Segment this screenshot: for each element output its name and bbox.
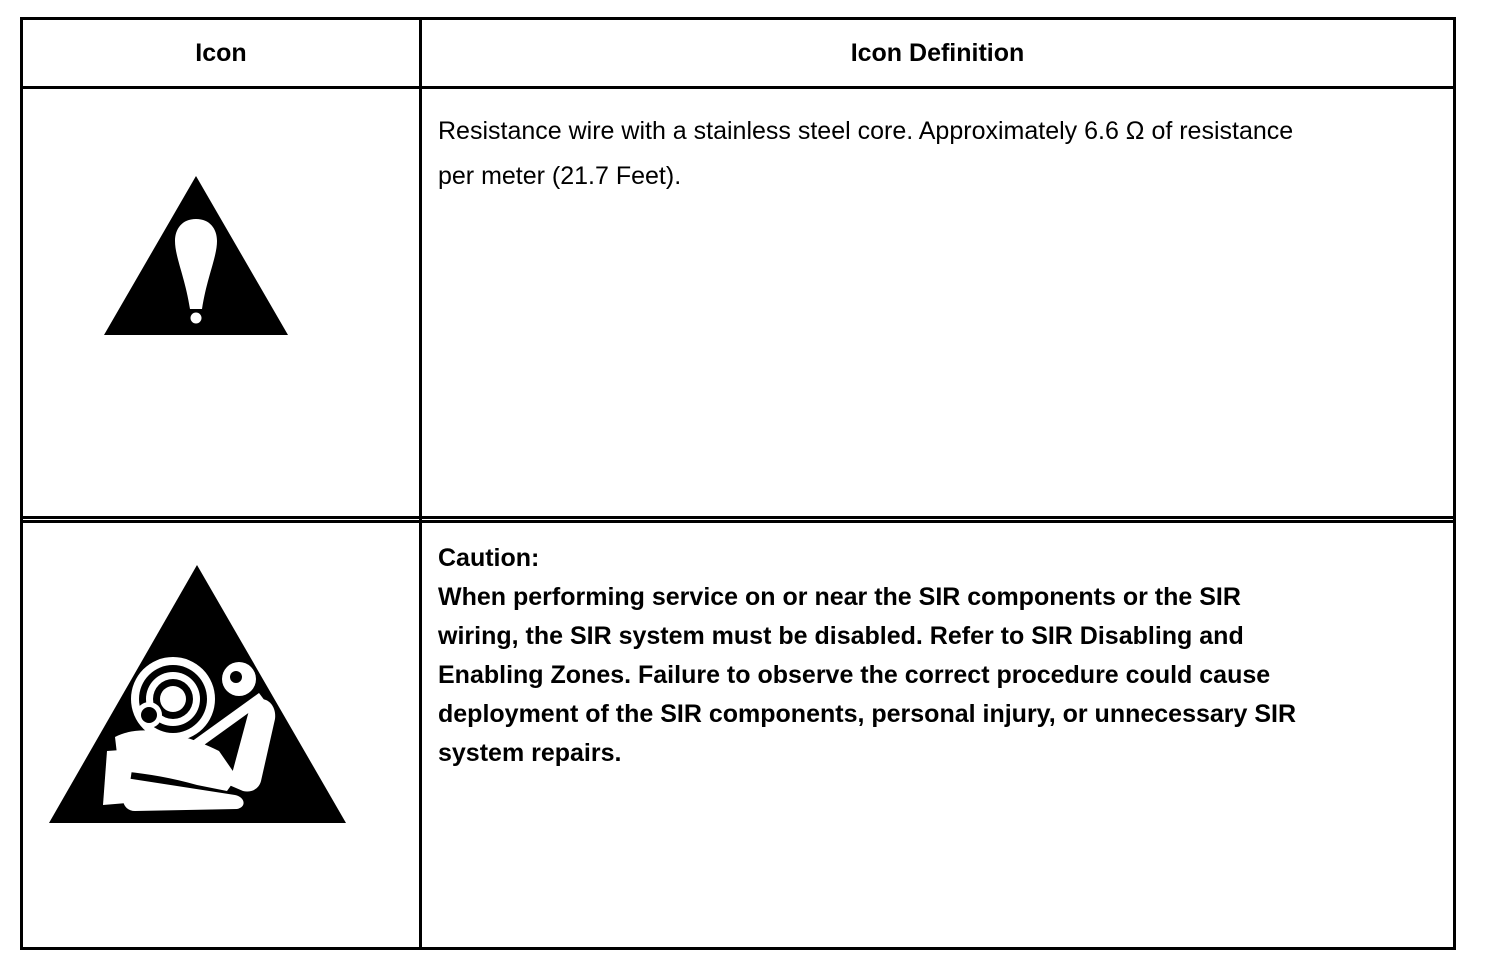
- caution-line: When performing service on or near the SIR components or the SIR: [438, 583, 1241, 611]
- header-icon-definition: Icon Definition: [850, 38, 1025, 67]
- table-border-right: [1453, 17, 1456, 950]
- table-row-2-definition: [438, 539, 1438, 773]
- warning-exclamation-icon: [23, 89, 420, 516]
- table-row-2-icon-cell: [23, 523, 420, 947]
- row-divider-top: [20, 516, 1456, 519]
- caution-line: wiring, the SIR system must be disabled. Refer to SIR Disabling and: [438, 622, 1244, 650]
- header-icon: Icon: [195, 38, 247, 67]
- airbag-deployment-warning-icon: [23, 523, 420, 947]
- definition-line: per meter (21.7 Feet).: [438, 162, 682, 190]
- table-row-1-definition: [438, 109, 1438, 199]
- caution-line: system repairs.: [438, 739, 622, 767]
- table-border-bottom: [20, 947, 1456, 950]
- caution-line: Enabling Zones. Failure to observe the correct procedure could cause: [438, 661, 1271, 689]
- caution-heading: Caution:: [438, 544, 540, 572]
- definition-line: Resistance wire with a stainless steel core. Approximately 6.6 Ω of resistance: [438, 117, 1294, 145]
- caution-line: deployment of the SIR components, personal injury, or unnecessary SIR: [438, 700, 1297, 728]
- table-row-1-icon-cell: [23, 89, 420, 516]
